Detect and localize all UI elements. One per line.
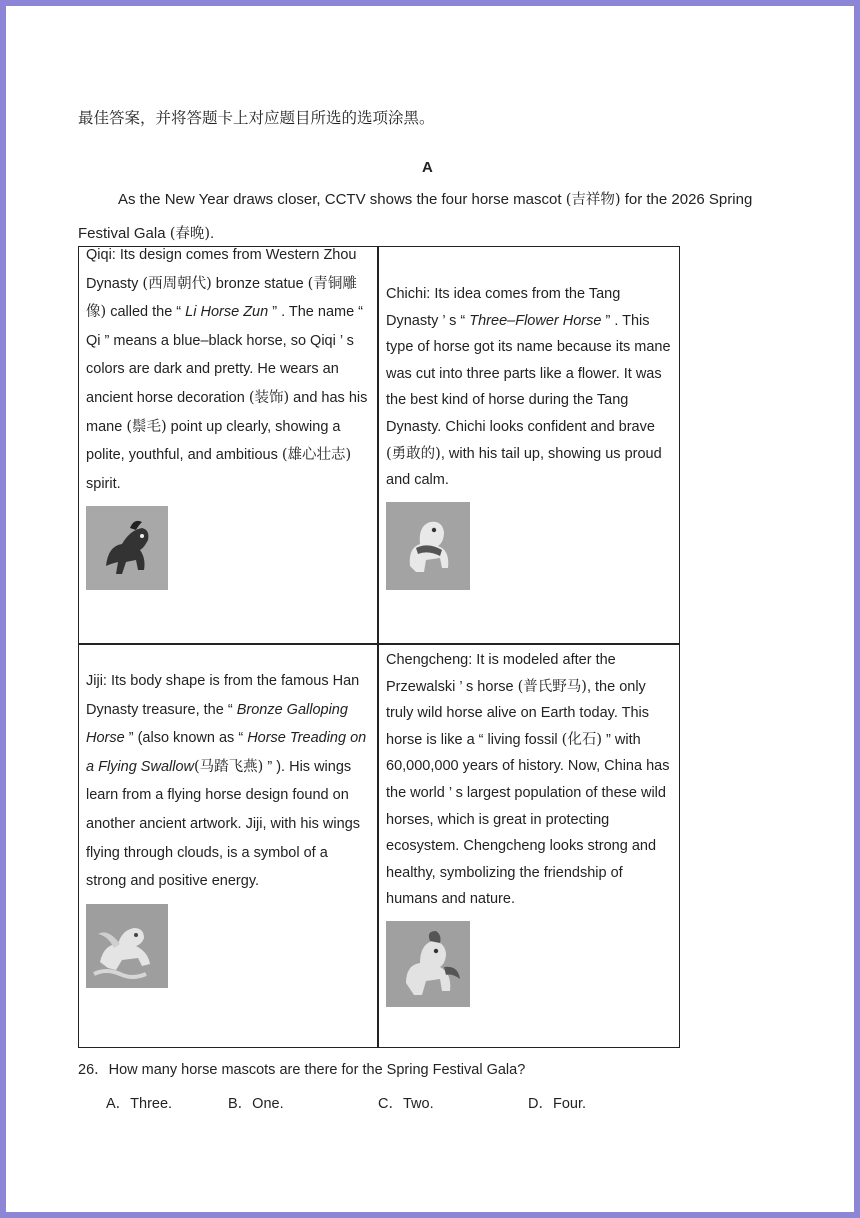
chengcheng-horse-image xyxy=(386,921,470,1007)
jiji-description: Jiji: Its body shape is from the famous Han Dynasty treasure, the “ Bronze Galloping Horse ” (also known as “ Horse Treading on a Flying Swallow(马踏飞燕) ” ). His wings learn from a flying horse design found on another ancient artwork. Jiji, with his wings flying through clouds, is a symbol of a strong and positive energy. xyxy=(86,673,367,890)
option-b[interactable]: B．One. xyxy=(228,1096,284,1112)
cell-qiqi xyxy=(79,247,377,643)
cell-jiji xyxy=(79,667,377,1047)
option-c[interactable]: C．Two. xyxy=(378,1096,434,1112)
intro-cn-2: (春晚) xyxy=(169,226,211,242)
document-page xyxy=(6,6,854,1212)
cell-chichi xyxy=(379,281,679,641)
intro-text-2: Festival Gala xyxy=(78,225,170,242)
table-divider-horizontal xyxy=(79,643,679,645)
option-d[interactable]: D．Four. xyxy=(528,1096,587,1112)
instruction-text: 最佳答案，并将答题卡上对应题目所选的选项涂黑。 xyxy=(78,109,435,127)
intro-text-1b: for the 2026 Spring xyxy=(620,191,753,208)
qiqi-horse-image xyxy=(86,506,168,590)
qiqi-description: Qiqi: Its design comes from Western Zhou Dynasty (西周朝代) bronze statue (青铜雕像) called the “ Li Horse Zun ” . The name “ Qi ” means a blue–black horse, so Qiqi ’ s colors are dark and pretty. He wears an ancient horse decoration (装饰) and has his mane (鬃毛) point up clearly, showing a polite, youthful, and ambitious (雄心壮志) spirit. xyxy=(86,247,368,492)
option-a[interactable]: A．Three. xyxy=(106,1096,173,1112)
intro-cn-1: (吉祥物) xyxy=(565,192,621,208)
cell-chengcheng xyxy=(379,647,679,1047)
jiji-horse-image xyxy=(86,904,168,988)
section-label: A xyxy=(422,159,433,176)
chichi-description: Chichi: Its idea comes from the Tang Dynasty ’ s “ Three–Flower Horse ” . This type of horse got its name because its mane was cut into three parts like a flower. It was the best kind of horse during the Tang Dynasty. Chichi looks confident and brave (勇敢的), with his tail up, showing us proud and calm. xyxy=(386,286,671,489)
intro-text-1: As the New Year draws closer, CCTV shows the four horse mascot xyxy=(118,191,566,208)
chichi-horse-image xyxy=(386,502,470,590)
question-26: 26．How many horse mascots are there for the Spring Festival Gala? xyxy=(78,1062,526,1078)
intro-text-2b: . xyxy=(210,225,215,242)
mascot-table xyxy=(78,246,680,1048)
chengcheng-description: Chengcheng: It is modeled after the Przewalski ’ s horse (普氏野马), the only truly wild horse alive on Earth today. This horse is like a “ living fossil (化石) ” with 60,000,000 years of history. Now, China has the world ’ s largest population of these wild horses, which is great in protecting ecosystem. Chengcheng looks strong and healthy, symbolizing the friendship of humans and nature. xyxy=(386,652,670,908)
